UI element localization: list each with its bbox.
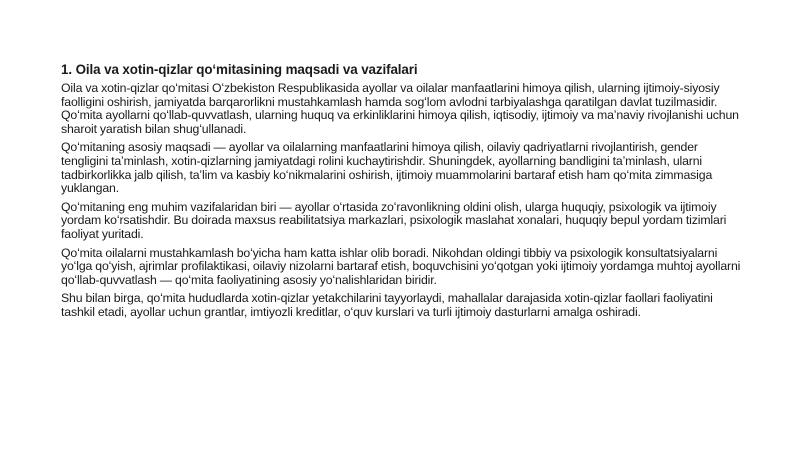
paragraph-4: Qoʻmita oilalarni mustahkamlash boʻyicha ham katta ishlar olib boradi. Nikohdan oldingi tibbiy va psixologik konsultatsiyalarni yoʻlga qoʻyish, ajrimlar profilaktikasi, oilaviy nizolarni bartaraf etish, boquvchisini yoʻqotgan yoki ijtimoiy yordamga muhtoj ayollarni qoʻllab-quvvatlash — qoʻmita faoliyatining asosiy yoʻnalishlaridan biridir. xyxy=(61,245,741,287)
paragraph-5: Shu bilan birga, qoʻmita hududlarda xotin-qizlar yetakchilarini tayyorlaydi, mahallalar darajasida xotin-qizlar faollari faoliyatini tashkil etadi, ayollar uchun grantlar, imtiyozli kreditlar, oʻquv kurslari va turli ijtimoiy dasturlarni amalga oshiradi. xyxy=(61,291,713,319)
paragraph-2: Qoʻmitaning asosiy maqsadi — ayollar va oilalarning manfaatlarini himoya qilish, oilaviy qadriyatlarni rivojlantirish, gender tengligini taʼminlash, xotin-qizlarning jamiyatdagi rolini kuchaytirishdir. Shuningdek, ayollarning bandligini taʼminlash, ularni tadbirkorlikka jalb qilish, taʼlim va kasbiy koʻnikmalarini oshirish, ijtimoiy muammolarini bartaraf etish ham qoʻmita zimmasiga yuklangan. xyxy=(61,140,713,196)
paragraph-1: Oila va xotin-qizlar qoʻmitasi Oʻzbekiston Respublikasida ayollar va oilalar manfaatlarini himoya qilish, ularning ijtimoiy-siyosiy faolligini oshirish, jamiyatda barqarorlikni mustahkamlash hamda sogʻlom avlodni tarbiyalashga qaratilgan davlat tuzilmasidir. Qoʻmita ayollarni qoʻllab-quvvatlash, ularning huquq va erkinliklarini himoya qilish, iqtisodiy, ijtimoiy va maʼnaviy rivojlanishi uchun sharoit yaratish bilan shugʻullanadi. xyxy=(61,81,739,136)
document-body xyxy=(61,62,747,325)
section-heading: 1. Oila va xotin-qizlar qoʻmitasining maqsadi va vazifalari xyxy=(61,62,418,77)
paragraph-3: Qoʻmitaning eng muhim vazifalaridan biri — ayollar oʻrtasida zoʻravonlikning oldini olish, ularga huquqiy, psixologik va ijtimoiy yordam koʻrsatishdir. Bu doirada maxsus reabilitatsiya markazlari, psixologik maslahat xonalari, huquqiy bepul yordam tizimlari faoliyat yuritadi. xyxy=(61,199,727,241)
